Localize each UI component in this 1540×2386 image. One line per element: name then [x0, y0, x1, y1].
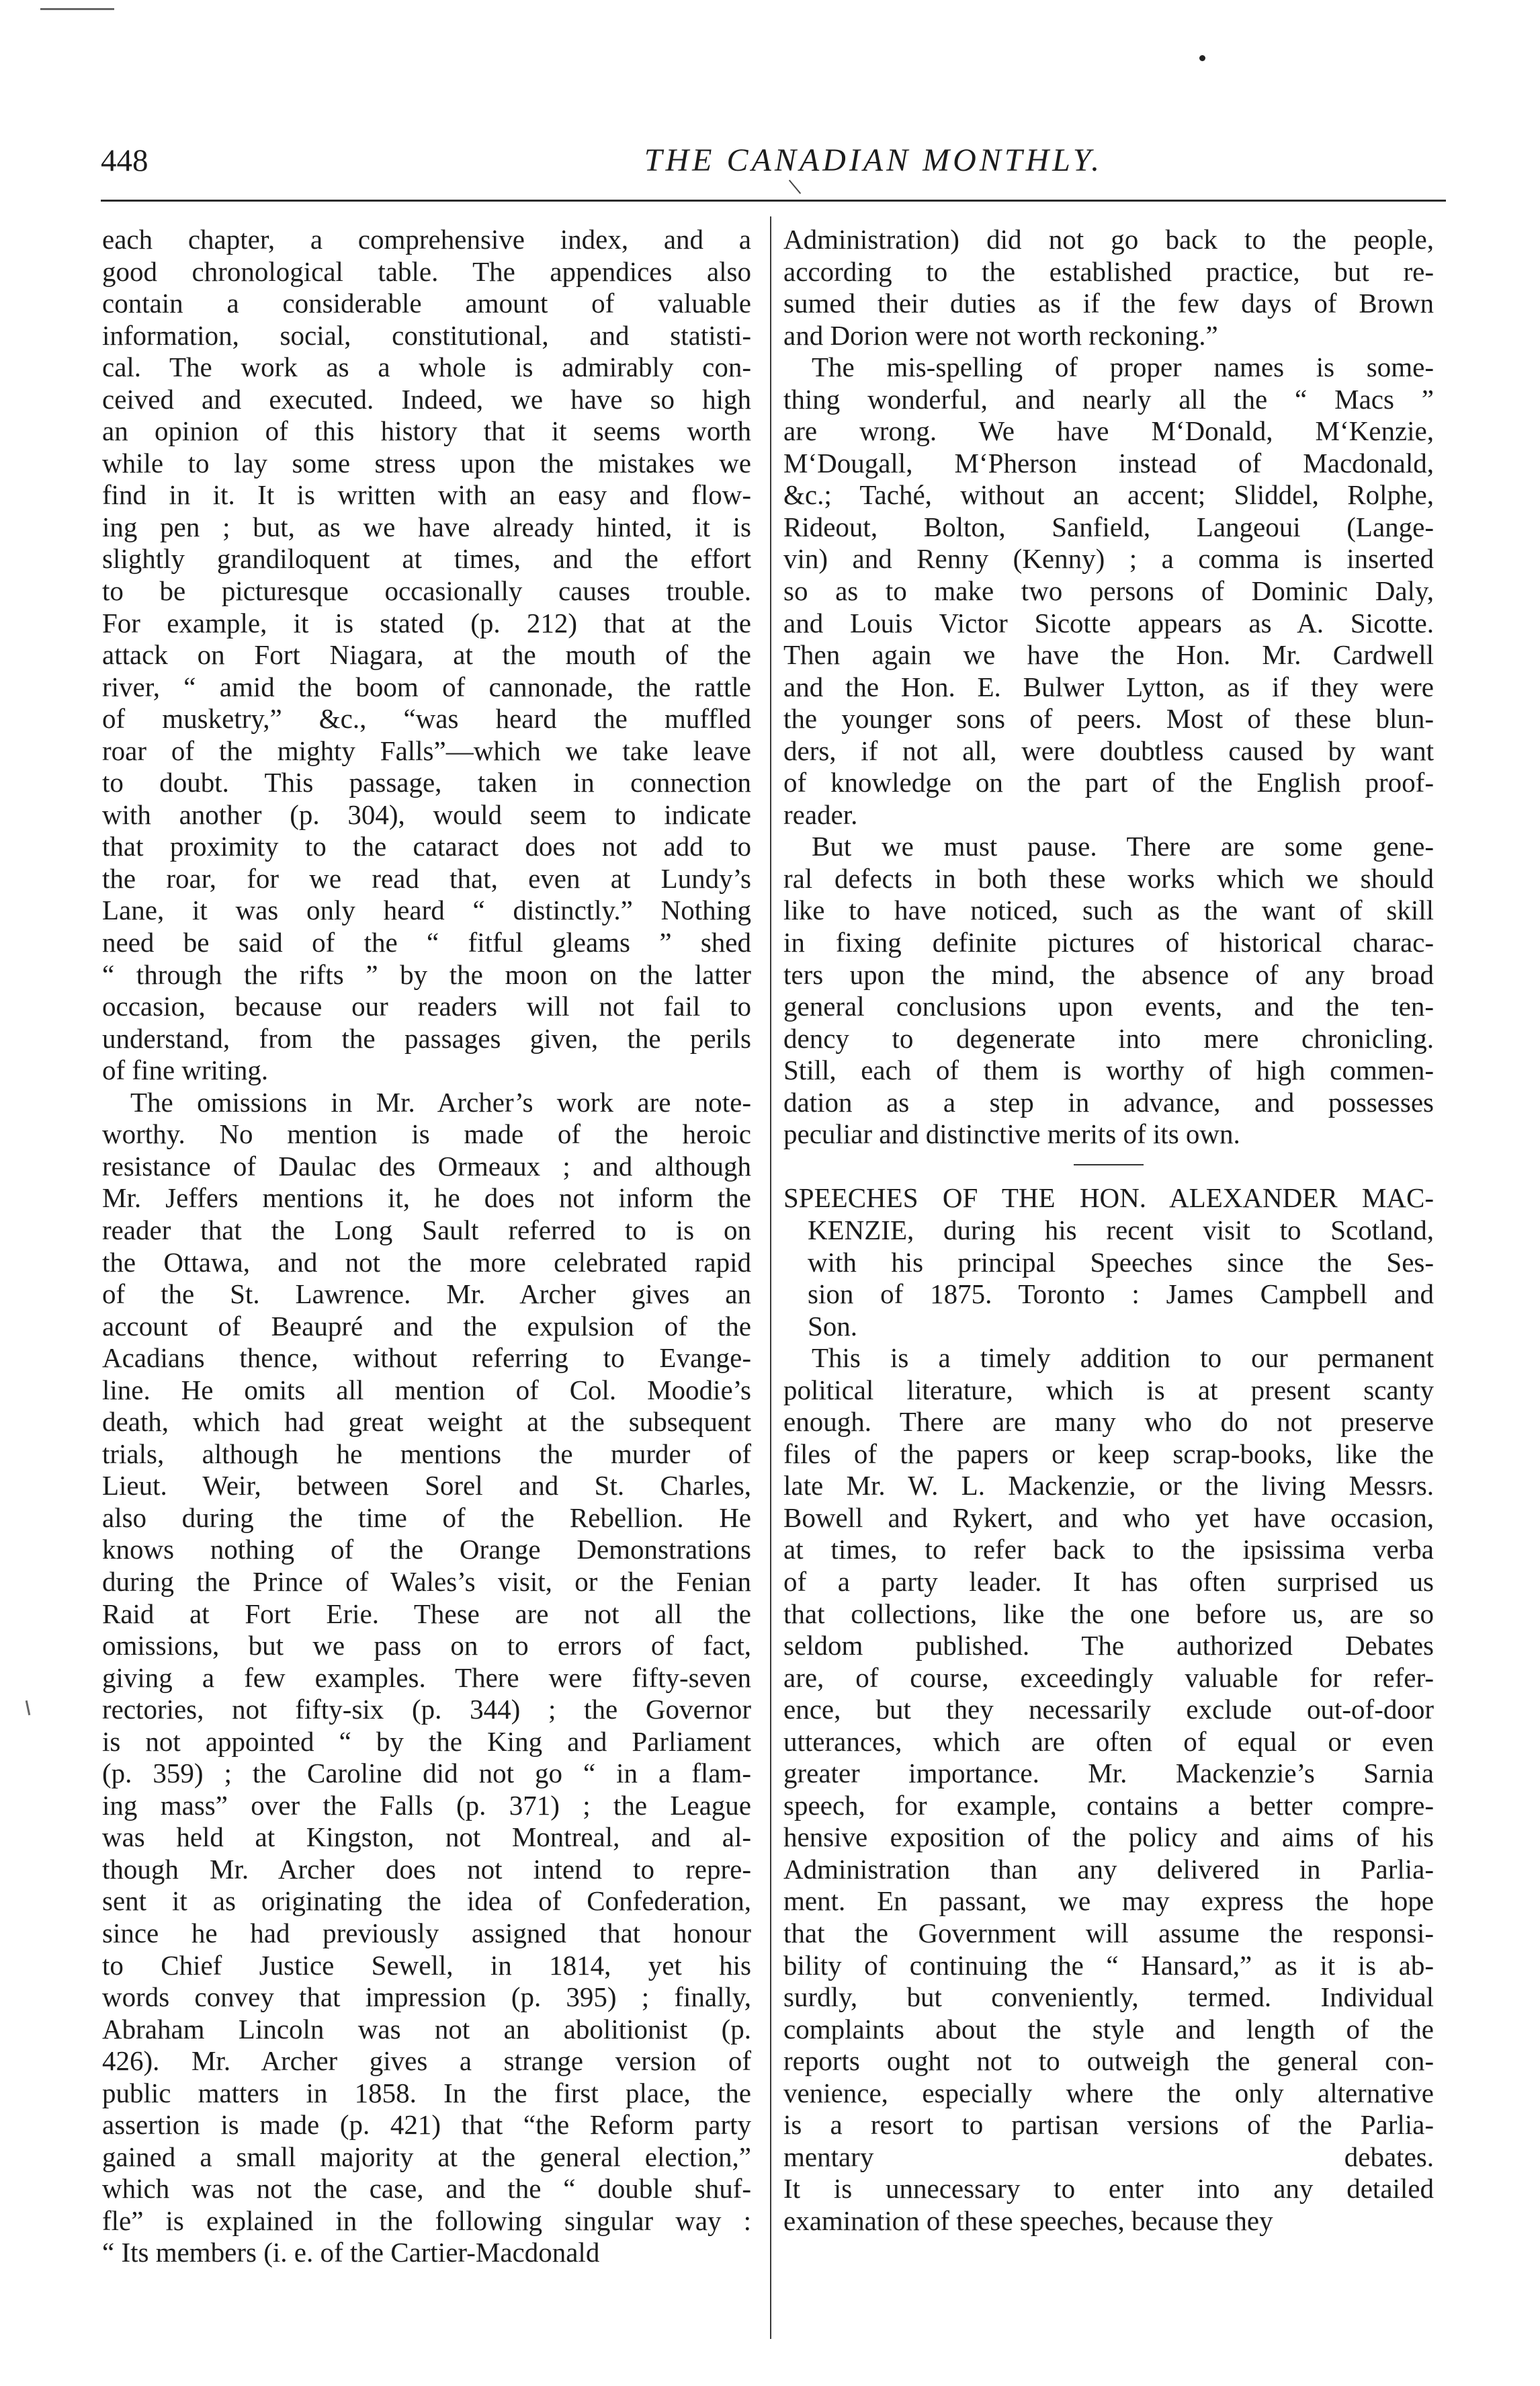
- text-line: though Mr. Archer does not intend to repre-: [102, 1853, 751, 1885]
- text-line: of knowledge on the part of the English proof-: [783, 767, 1434, 798]
- text-line: Bowell and Rykert, and who yet have occasion,: [783, 1501, 1434, 1533]
- text-line: with his principal Speeches since the Ses-: [808, 1246, 1434, 1278]
- text-line: examination of these speeches, because they: [783, 2205, 1273, 2236]
- text-line: political literature, which is at present scanty: [783, 1374, 1434, 1405]
- ink-speck: [26, 1700, 31, 1715]
- text-line: reports ought not to outweigh the general con-: [783, 2045, 1434, 2077]
- text-line: enough. There are many who do not preserve: [783, 1406, 1434, 1438]
- text-line: the roar, for we read that, even at Lundy’s: [102, 862, 751, 894]
- text-line: speech, for example, contains a better compre-: [783, 1789, 1434, 1821]
- text-line: each chapter, a comprehensive index, and a: [102, 224, 751, 255]
- text-line: The mis-spelling of proper names is some-: [812, 352, 1434, 383]
- text-line: sumed their duties as if the few days of Brown: [783, 288, 1434, 319]
- text-line: giving a few examples. There were fifty-seven: [102, 1661, 751, 1693]
- text-line: of the St. Lawrence. Mr. Archer gives an: [102, 1278, 751, 1310]
- text-line: Lieut. Weir, between Sorel and St. Charles,: [102, 1470, 751, 1501]
- text-line: bility of continuing the “ Hansard,” as it is ab-: [783, 1949, 1434, 1981]
- text-line: are, of course, exceedingly valuable for refer-: [783, 1661, 1434, 1693]
- text-line: It is unnecessary to enter into any detailed: [783, 2173, 1434, 2205]
- text-line: roar of the mighty Falls”—which we take leave: [102, 735, 751, 766]
- text-line: But we must pause. There are some gene-: [812, 831, 1434, 862]
- text-line: that the Government will assume the responsi-: [783, 1917, 1434, 1948]
- text-line: need be said of the “ fitful gleams ” shed: [102, 927, 751, 958]
- text-line: ment. En passant, we may express the hope: [783, 1885, 1434, 1917]
- text-line: utterances, which are often of equal or even: [783, 1725, 1434, 1757]
- text-line: attack on Fort Niagara, at the mouth of the: [102, 639, 751, 671]
- text-line: This is a timely addition to our permanent: [812, 1342, 1434, 1374]
- text-line: Lane, it was only heard “ distinctly.” Nothing: [102, 895, 751, 926]
- text-line: reader that the Long Sault referred to is on: [102, 1214, 751, 1245]
- text-line: and Louis Victor Sicotte appears as A. Sicotte.: [783, 607, 1434, 639]
- text-line: to doubt. This passage, taken in connection: [102, 767, 751, 798]
- text-line: the Ottawa, and not the more celebrated rapid: [102, 1246, 751, 1278]
- text-line: with another (p. 304), would seem to indicate: [102, 798, 751, 830]
- running-title: THE CANADIAN MONTHLY.: [644, 142, 1103, 178]
- text-line: peculiar and distinctive merits of its own.: [783, 1118, 1240, 1150]
- text-line: “ Its members (i. e. of the Cartier-Macdonald: [102, 2237, 600, 2268]
- text-line: fle” is explained in the following singular way :: [102, 2205, 751, 2236]
- text-line: ral defects in both these works which we should: [783, 862, 1434, 894]
- text-line: trials, although he mentions the murder of: [102, 1438, 751, 1469]
- text-line: so as to make two persons of Dominic Daly,: [783, 575, 1434, 607]
- text-line: For example, it is stated (p. 212) that at the: [102, 607, 751, 639]
- text-line: Acadians thence, without referring to Evange-: [102, 1342, 751, 1374]
- text-line: (p. 359) ; the Caroline did not go “ in a flam-: [102, 1758, 751, 1789]
- text-line: ing mass” over the Falls (p. 371) ; the League: [102, 1789, 751, 1821]
- text-line: that proximity to the cataract does not add to: [102, 831, 751, 862]
- text-line: ing pen ; but, as we have already hinted, it is: [102, 511, 751, 542]
- text-line: that collections, like the one before us, are so: [783, 1598, 1434, 1629]
- text-line: rectories, not fifty-six (p. 344) ; the Governor: [102, 1694, 751, 1725]
- column-divider: [770, 216, 771, 2339]
- text-line: was held at Kingston, not Montreal, and al-: [102, 1821, 751, 1853]
- text-line: complaints about the style and length of the: [783, 2013, 1434, 2045]
- text-line: ceived and executed. Indeed, we have so high: [102, 383, 751, 415]
- text-line: Still, each of them is worthy of high commen-: [783, 1055, 1434, 1086]
- text-line: omissions, but we pass on to errors of fact,: [102, 1630, 751, 1661]
- text-line: hensive exposition of the policy and aims of his: [783, 1821, 1434, 1853]
- text-line: 426). Mr. Archer gives a strange version of: [102, 2045, 751, 2077]
- text-line: &c.; Taché, without an accent; Sliddel, Rolphe,: [783, 479, 1434, 511]
- text-line: occasion, because our readers will not fail to: [102, 991, 751, 1022]
- text-line: also during the time of the Rebellion. He: [102, 1501, 751, 1533]
- text-line: the younger sons of peers. Most of these blun-: [783, 703, 1434, 735]
- text-line: Administration than any delivered in Parlia-: [783, 1853, 1434, 1885]
- text-line: during the Prince of Wales’s visit, or the Fenian: [102, 1565, 751, 1597]
- text-line: of a party leader. It has often surprised us: [783, 1565, 1434, 1597]
- text-line: “ through the rifts ” by the moon on the latter: [102, 958, 751, 990]
- text-line: of musketry,” &c., “was heard the muffled: [102, 703, 751, 735]
- left-column: [102, 224, 751, 2269]
- text-line: general conclusions upon events, and the ten-: [783, 991, 1434, 1022]
- printer-caret-mark: [789, 179, 801, 194]
- text-line: to Chief Justice Sewell, in 1814, yet his: [102, 1949, 751, 1981]
- text-line: and the Hon. E. Bulwer Lytton, as if they were: [783, 671, 1434, 702]
- text-line: dation as a step in advance, and possesses: [783, 1086, 1434, 1118]
- text-line: surdly, but conveniently, termed. Individual: [783, 1981, 1434, 2013]
- text-line: to be picturesque occasionally causes trouble.: [102, 575, 751, 607]
- text-line: venience, especially where the only alternative: [783, 2077, 1434, 2108]
- text-line: in fixing definite pictures of historical charac-: [783, 927, 1434, 958]
- text-line: greater importance. Mr. Mackenzie’s Sarnia: [783, 1758, 1434, 1789]
- text-line: worthy. No mention is made of the heroic: [102, 1118, 751, 1150]
- text-line: ters upon the mind, the absence of any broad: [783, 958, 1434, 990]
- text-line: is not appointed “ by the King and Parliament: [102, 1725, 751, 1757]
- text-line: information, social, constitutional, and statisti-: [102, 319, 751, 351]
- text-line: thing wonderful, and nearly all the “ Macs ”: [783, 383, 1434, 415]
- text-line: late Mr. W. L. Mackenzie, or the living Messrs.: [783, 1470, 1434, 1501]
- text-line: mentary debates.: [783, 2141, 1434, 2172]
- text-line: M‘Dougall, M‘Pherson instead of Macdonald,: [783, 447, 1434, 479]
- text-line: Administration) did not go back to the people,: [783, 224, 1434, 255]
- text-line: Abraham Lincoln was not an abolitionist (p.: [102, 2013, 751, 2045]
- text-line: at times, to refer back to the ipsissima verba: [783, 1534, 1434, 1565]
- text-line: Then again we have the Hon. Mr. Cardwell: [783, 639, 1434, 671]
- page-number: 448: [101, 143, 148, 178]
- text-line: Son.: [808, 1310, 858, 1342]
- ink-speck: [1199, 55, 1205, 61]
- text-line: death, which had great weight at the subsequent: [102, 1406, 751, 1438]
- text-line: good chronological table. The appendices also: [102, 255, 751, 287]
- text-line: resistance of Daulac des Ormeaux ; and although: [102, 1150, 751, 1182]
- text-line: reader.: [783, 798, 858, 830]
- text-line: account of Beaupré and the expulsion of the: [102, 1310, 751, 1342]
- scan-edge-mark: [40, 8, 114, 10]
- text-line: public matters in 1858. In the first place, the: [102, 2077, 751, 2108]
- text-line: sent it as originating the idea of Confederation,: [102, 1885, 751, 1917]
- text-line: like to have noticed, such as the want of skill: [783, 895, 1434, 926]
- text-line: ders, if not all, were doubtless caused by want: [783, 735, 1434, 766]
- text-line: are wrong. We have M‘Donald, M‘Kenzie,: [783, 415, 1434, 447]
- text-line: find in it. It is written with an easy and flow-: [102, 479, 751, 511]
- text-line: vin) and Renny (Kenny) ; a comma is inserted: [783, 543, 1434, 575]
- text-line: Raid at Fort Erie. These are not all the: [102, 1598, 751, 1629]
- text-line: slightly grandiloquent at times, and the effort: [102, 543, 751, 575]
- text-line: which was not the case, and the “ double shuf-: [102, 2173, 751, 2205]
- text-line: seldom published. The authorized Debates: [783, 1630, 1434, 1661]
- text-line: line. He omits all mention of Col. Moodie’s: [102, 1374, 751, 1405]
- text-line: contain a considerable amount of valuable: [102, 288, 751, 319]
- text-line: according to the established practice, but re-: [783, 255, 1434, 287]
- text-line: Rideout, Bolton, Sanfield, Langeoui (Lange-: [783, 511, 1434, 542]
- text-line: Mr. Jeffers mentions it, he does not inform the: [102, 1182, 751, 1214]
- text-line: while to lay some stress upon the mistakes we: [102, 447, 751, 479]
- text-line: since he had previously assigned that honour: [102, 1917, 751, 1948]
- text-line: an opinion of this history that it seems worth: [102, 415, 751, 447]
- text-line: river, “ amid the boom of cannonade, the rattle: [102, 671, 751, 702]
- text-line: files of the papers or keep scrap-books, like the: [783, 1438, 1434, 1469]
- text-line: ence, but they necessarily exclude out-of-door: [783, 1694, 1434, 1725]
- text-line: words convey that impression (p. 395) ; finally,: [102, 1981, 751, 2013]
- text-line: of fine writing.: [102, 1055, 269, 1086]
- text-line: and Dorion were not worth reckoning.”: [783, 319, 1218, 351]
- text-line: sion of 1875. Toronto : James Campbell and: [808, 1278, 1434, 1310]
- text-line: knows nothing of the Orange Demonstrations: [102, 1534, 751, 1565]
- text-line: KENZIE, during his recent visit to Scotland,: [808, 1214, 1434, 1245]
- text-line: assertion is made (p. 421) that “the Reform party: [102, 2109, 751, 2141]
- text-line: The omissions in Mr. Archer’s work are note-: [130, 1086, 751, 1118]
- section-rule: [1074, 1164, 1144, 1165]
- text-line: is a resort to partisan versions of the Parlia-: [783, 2109, 1434, 2141]
- text-line: SPEECHES OF THE HON. ALEXANDER MAC-: [783, 1182, 1434, 1214]
- text-line: cal. The work as a whole is admirably con-: [102, 352, 751, 383]
- text-line: gained a small majority at the general election,”: [102, 2141, 751, 2172]
- text-line: dency to degenerate into mere chronicling.: [783, 1022, 1434, 1054]
- header-rule: [101, 200, 1446, 202]
- text-line: understand, from the passages given, the perils: [102, 1022, 751, 1054]
- right-column: [783, 224, 1434, 2237]
- section-break: [783, 1151, 1434, 1183]
